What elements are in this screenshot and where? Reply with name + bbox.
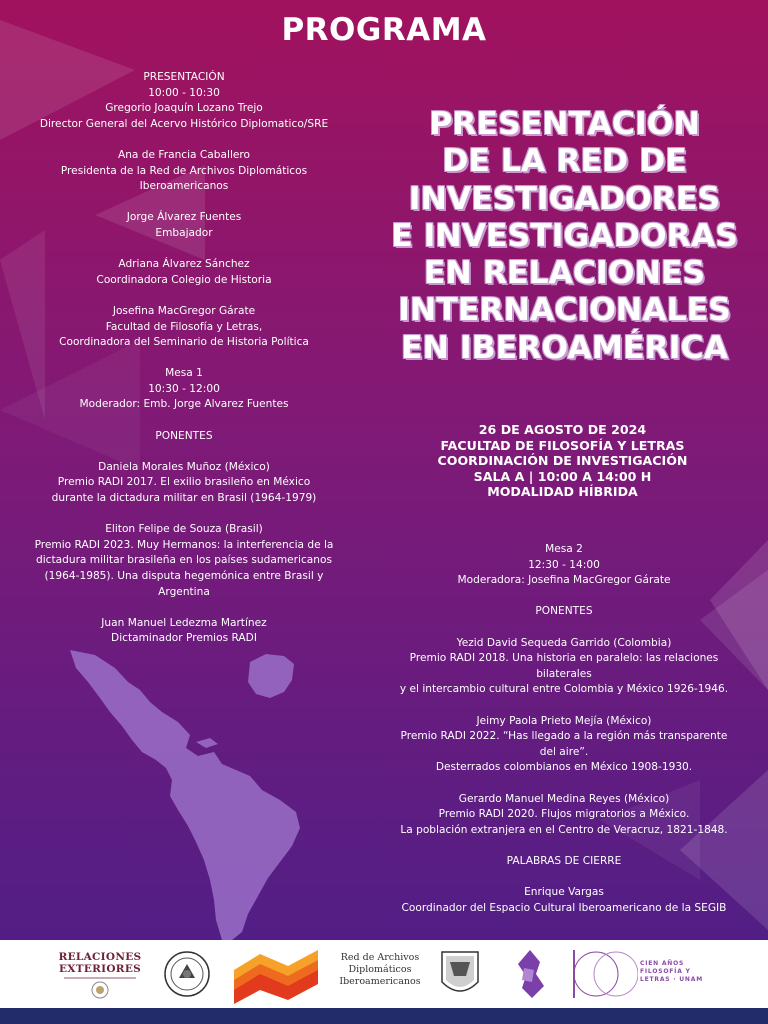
text-line: 12:30 - 14:00 [528,558,600,571]
text-line: Desterrados colombianos en México 1908-1930. [435,761,693,774]
speaker-block [14,210,354,241]
text-line: Coordinador del Espacio Cultural Iberoamericano de la SEGIB [401,901,727,914]
headline-line: DE LA RED DE [442,143,687,180]
text-line: Enrique Vargas [524,886,604,899]
event-info [385,422,740,500]
text-line: PONENTES [155,429,213,442]
text-line: dictadura militar brasileña en los países sudamericanos [36,554,332,567]
caribbean-islands [196,738,218,748]
text-line: Daniela Morales Muñoz (México) [98,460,270,473]
radi-text-line: Diplomáticos [348,964,412,975]
text-line: Embajador [155,226,213,239]
text-line: PRESENTACIÓN [143,71,225,83]
text-line: Jorge Álvarez Fuentes [126,211,242,224]
bottom-strip [0,1008,768,1024]
text-line: durante la dictadura militar en Brasil (1964-1979) [51,492,317,505]
mesa1-block [14,366,354,413]
ffyl-emblem-icon [510,940,550,1008]
text-line: PONENTES [535,605,593,618]
speaker-block [14,257,354,288]
text-line: Coordinadora Colegio de Historia [96,273,272,286]
headline-line: INTERNACIONALES [398,292,731,329]
event-date: 26 DE AGOSTO DE 2024 [478,422,647,437]
text-line: 10:30 - 12:00 [148,382,220,395]
text-line: Premio RADI 2020. Flujos migratorios a México. [438,808,690,821]
closing-label [382,854,746,870]
text-line: y el intercambio cultural entre Colombia y México 1926-1946. [399,683,729,696]
text-line: PALABRAS DE CIERRE [506,854,622,867]
text-line: Iberoamericanos [139,180,229,193]
text-line: Adriana Álvarez Sánchez [118,258,250,271]
event-venue: FACULTAD DE FILOSOFÍA Y LETRAS [440,437,685,453]
radi-text-line: Red de Archivos [340,952,420,963]
text-line: (1964-1985). Una disputa hegemónica entre Brasil y [44,570,324,582]
right-program-column [382,542,746,932]
presentation-block [14,70,354,132]
text-line: Presidenta de la Red de Archivos Diplomáticos [60,164,308,177]
text-line: Argentina [158,585,210,598]
radi-logo-icon [230,940,322,1008]
text-line: Gerardo Manuel Medina Reyes (México) [458,792,670,805]
text-line: Juan Manuel Ledezma Martínez [101,616,267,629]
text-line: Mesa 1 [165,367,203,380]
sre-logo-line1: RELACIONES [58,951,142,963]
text-line: Dictaminador Premios RADI [111,632,257,645]
text-line: 10:00 - 10:30 [148,86,220,99]
cien-text-line: FILOSOFÍA Y [640,968,691,975]
ponentes-label [14,429,354,445]
text-line: bilaterales [536,667,592,680]
ponentes-label [382,604,746,620]
speaker-block [14,148,354,195]
radi-text-line: Iberoamericanos [339,976,421,987]
text-line: Premio RADI 2023. Muy Hermanos: la interferencia de la [34,538,334,551]
text-line: Premio RADI 2017. El exilio brasileño en México [57,476,311,489]
headline-line: EN IBEROAMÉRICA [401,329,728,366]
mesa2-block [382,542,746,589]
left-program-column [14,70,354,663]
ponente-block [382,792,746,839]
event-coordination: COORDINACIÓN DE INVESTIGACIÓN [437,453,688,468]
unam-seal-icon [436,940,484,1008]
ponente-block [14,522,354,600]
ponente-block [14,460,354,507]
acervo-historico-seal-icon [162,940,212,1008]
text-line: Yezid David Sequeda Garrido (Colombia) [456,636,672,649]
event-headline [372,106,757,367]
text-line: Eliton Felipe de Souza (Brasil) [105,523,263,536]
text-line: Gregorio Joaquín Lozano Trejo [105,102,263,115]
cien-text-line: LETRAS · UNAM [640,976,703,983]
headline-line: EN RELACIONES [423,255,706,292]
sre-logo [58,940,142,1008]
text-line: Coordinadora del Seminario de Historia Política [59,336,309,349]
ponente-block [382,636,746,698]
closing-block [382,885,746,916]
text-line: del aire”. [539,745,589,758]
text-line: Moderador: Emb. Jorge Alvarez Fuentes [79,398,289,411]
event-room-time: SALA A | 10:00 A 14:00 H [473,468,652,484]
text-line: Josefina MacGregor Gárate [112,304,256,317]
text-line: Jeimy Paola Prieto Mejía (México) [476,714,652,727]
headline-line: INVESTIGADORES [408,180,721,217]
text-line: Moderadora: Josefina MacGregor Gárate [457,574,671,587]
ponente-block [14,616,354,647]
text-line: Facultad de Filosofía y Letras, [105,320,263,333]
text-line: Mesa 2 [545,543,583,555]
headline-line: PRESENTACIÓN [429,106,700,142]
radi-logo-text [330,952,430,988]
sponsor-logo-bar [0,940,768,1008]
cien-anos-text [640,960,710,984]
text-line: Premio RADI 2022. “Has llegado a la región más transparente [400,730,728,743]
sre-seal-icon [58,940,142,1008]
event-modality: MODALIDAD HÍBRIDA [487,484,638,499]
text-line: Premio RADI 2018. Una historia en paralelo: las relaciones [409,652,719,665]
program-title: PROGRAMA [281,12,487,48]
speaker-block [14,304,354,351]
text-line: Ana de Francia Caballero [117,148,251,161]
sre-logo-line2: EXTERIORES [58,963,142,975]
text-line: Director General del Acervo Histórico Diplomatico/SRE [39,117,329,130]
text-line: La población extranjera en el Centro de Veracruz, 1821-1848. [400,823,728,836]
cien-text-line: CIEN AÑOS [640,960,685,967]
cien-anos-logo-icon [566,940,638,1008]
ponente-block [382,714,746,776]
headline-line: E INVESTIGADORAS [391,217,738,254]
